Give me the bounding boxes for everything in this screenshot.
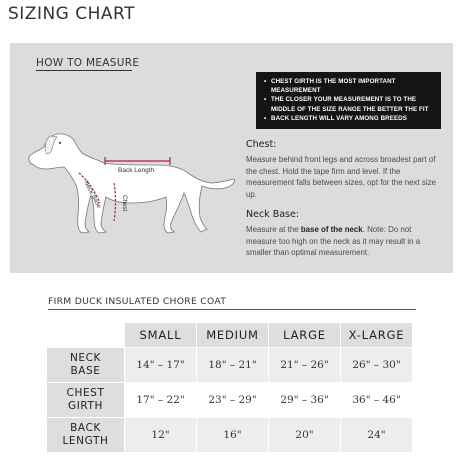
how-to-measure-heading: HOW TO MEASURE bbox=[36, 57, 140, 69]
column-header-large: LARGE bbox=[269, 323, 340, 347]
product-name: FIRM DUCK INSULATED CHORE COAT bbox=[48, 296, 227, 307]
neck-base-section-title: Neck Base: bbox=[246, 209, 300, 220]
table-row bbox=[47, 418, 412, 452]
how-to-measure-panel bbox=[10, 43, 453, 273]
note-item: • BACK LENGTH WILL VARY AMONG BREEDS bbox=[264, 114, 407, 122]
bullet-icon: • bbox=[264, 78, 267, 85]
column-header-small: SMALL bbox=[125, 323, 196, 347]
table-cell: 29" – 36" bbox=[269, 383, 340, 417]
table-cell: 18" – 21" bbox=[197, 348, 268, 382]
chest-section-text: Measure behind front legs and across broadest part of the chest. Hold the tape firm and level. If the measurement falls between sizes, opt for the next size up. bbox=[246, 155, 436, 199]
table-row bbox=[47, 383, 412, 417]
table-cell: 23" – 29" bbox=[197, 383, 268, 417]
table-cell: 20" bbox=[269, 418, 340, 452]
chest-section-title: Chest: bbox=[246, 139, 277, 150]
bullet-icon: • bbox=[264, 114, 267, 122]
note-item: • CHEST GIRTH IS THE MOST IMPORTANT MEASUREMENT bbox=[264, 78, 396, 95]
table-cell: 24" bbox=[341, 418, 412, 452]
table-cell: 16" bbox=[197, 418, 268, 452]
measurement-notes-box bbox=[256, 72, 441, 129]
table-cell: 36" – 46" bbox=[341, 383, 412, 417]
row-header-neck-base: NECK BASE bbox=[47, 348, 124, 382]
caption-underline bbox=[48, 309, 416, 310]
dog-silhouette-icon bbox=[29, 134, 235, 233]
table-cell: 26" – 30" bbox=[341, 348, 412, 382]
table-cell: 12" bbox=[125, 418, 196, 452]
table-row bbox=[47, 348, 412, 382]
size-table bbox=[46, 322, 413, 453]
chest-label: Chest bbox=[121, 195, 128, 212]
row-header-back-length: BACK LENGTH bbox=[47, 418, 124, 452]
bullet-icon: • bbox=[264, 96, 267, 104]
neck-base-label: Neck Base bbox=[82, 179, 103, 210]
row-header-chest-girth: CHEST GIRTH bbox=[47, 383, 124, 417]
back-length-label: Back Length bbox=[118, 167, 155, 174]
column-header-x-large: X-LARGE bbox=[341, 323, 412, 347]
table-cell: 21" – 26" bbox=[269, 348, 340, 382]
table-corner bbox=[47, 323, 124, 347]
table-cell: 14" – 17" bbox=[125, 348, 196, 382]
column-header-medium: MEDIUM bbox=[197, 323, 268, 347]
page-title: SIZING CHART bbox=[8, 4, 136, 24]
note-item: • THE CLOSER YOUR MEASUREMENT IS TO THE MIDDLE OF THE SIZE RANGE THE BETTER THE FIT bbox=[264, 96, 429, 113]
chest-line bbox=[114, 183, 116, 221]
table-header-row bbox=[47, 323, 412, 347]
dog-measurement-diagram bbox=[24, 91, 240, 241]
table-cell: 17" – 22" bbox=[125, 383, 196, 417]
heading-underline bbox=[36, 70, 132, 71]
neck-base-section-text: Measure at the base of the neck. Note: Do not measure too high on the neck as it may result in a smaller than optimal measurement. bbox=[246, 225, 421, 258]
